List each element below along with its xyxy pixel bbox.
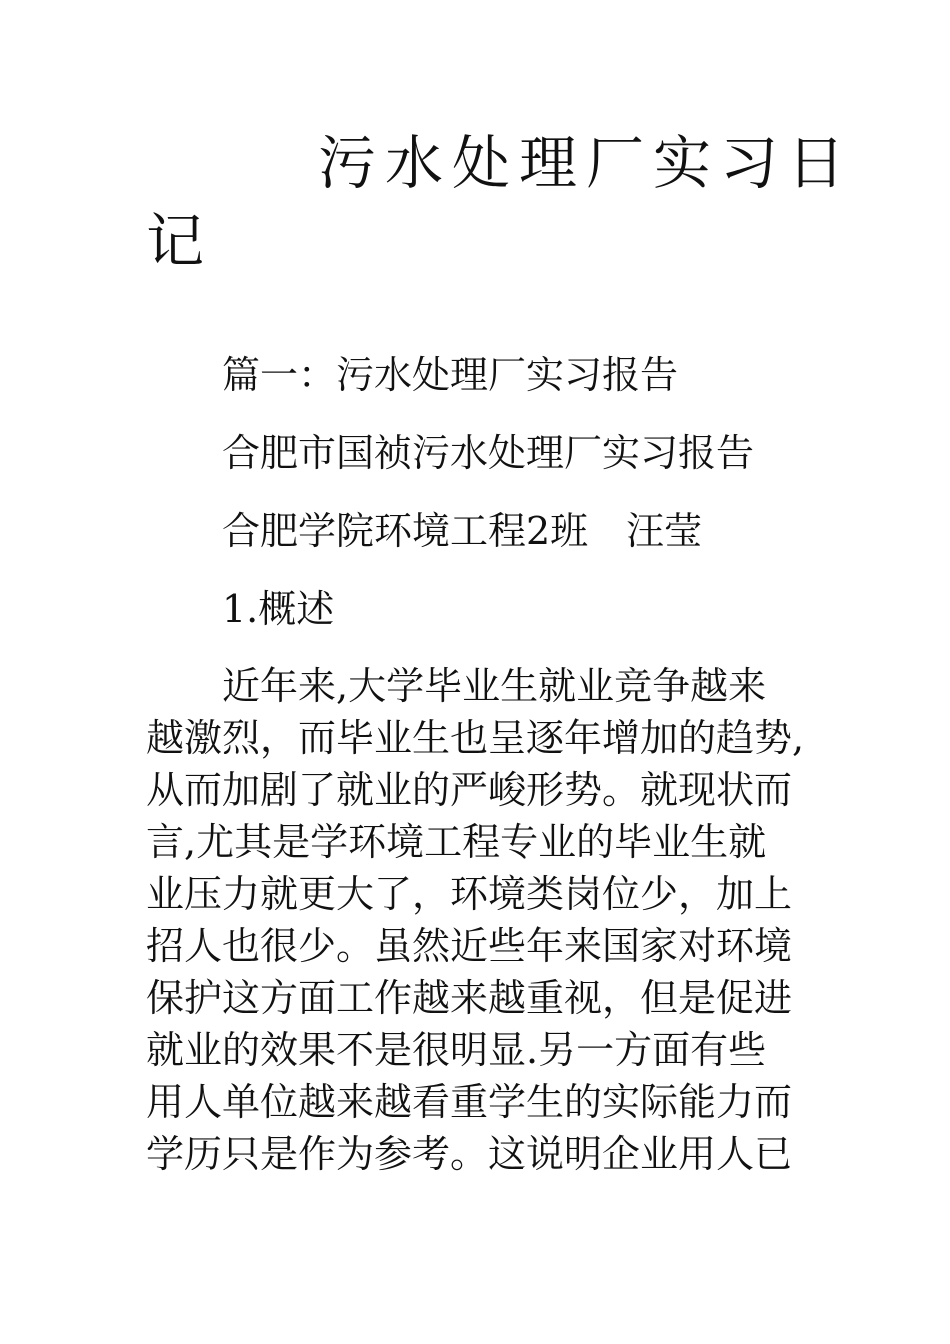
overview-heading: 1.概述	[222, 587, 335, 631]
report-title: 合肥市国祯污水处理厂实习报告	[222, 431, 755, 475]
body-line: 从而加剧了就业的严峻形势。就现状而	[146, 768, 793, 812]
document-title: 污水处理厂实习日	[318, 129, 855, 197]
body-line: 招人也很少。虽然近些年来国家对环境	[146, 924, 793, 968]
body-line: 近年来,大学毕业生就业竞争越来	[222, 664, 767, 708]
body-line: 保护这方面工作越来越重视，但是促进	[146, 976, 793, 1020]
body-paragraph	[146, 660, 806, 1180]
body-line: 用人单位越来越看重学生的实际能力而	[146, 1080, 793, 1124]
document-title-continued: 记	[146, 207, 205, 275]
body-line: 越激烈，而毕业生也呈逐年增加的趋势,	[146, 716, 805, 760]
body-line: 就业的效果不是很明显.另一方面有些	[146, 1028, 767, 1072]
section-heading: 篇一：污水处理厂实习报告	[222, 353, 679, 397]
author-line: 合肥学院环境工程2班 汪莹	[222, 509, 703, 553]
body-line: 言,尤其是学环境工程专业的毕业生就	[146, 820, 767, 864]
body-line: 学历只是作为参考。这说明企业用人已	[146, 1132, 793, 1176]
body-line: 业压力就更大了，环境类岗位少，加上	[146, 872, 793, 916]
